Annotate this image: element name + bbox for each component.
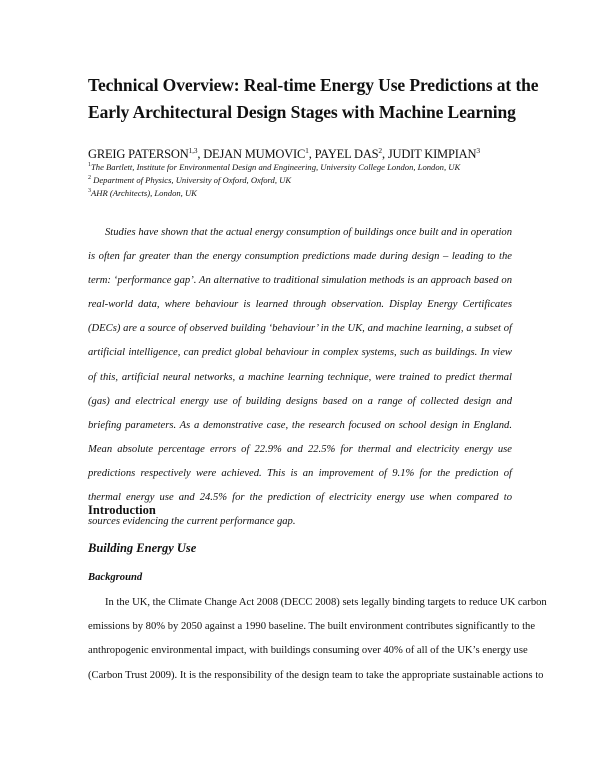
affiliation-text: The Bartlett, Institute for Environmental Design and Engineering, University College London, London, UK xyxy=(91,161,461,172)
author-separator: , xyxy=(381,147,388,162)
author-affiliation-marker: 1,3 xyxy=(188,146,198,155)
abstract: Studies have shown that the actual energy consumption of buildings once built and in operation is often far greater than the energy consumption predictions made during design – leading to the term: ‘performance gap’. An alternative to traditional simulation methods is an approach based on real-world data, where behaviour is learned through observation. Display Energy Certificates (DECs) are a source of observed building ‘behaviour’ in the UK, and machine learning, a subset of artificial intelligence, can predict global behaviour in complex systems, such as buildings. In view of this, artificial neural networks, a machine learning technique, were trained to predict thermal (gas) and electrical energy use of building designs based on a range of collected design and briefing parameters. As a demonstrative case, the research focused on school design in England. Mean absolute percentage errors of 22.9% and 22.5% for thermal and electricity energy use predictions respectively were achieved. This is an improvement of 9.1% for the prediction of thermal energy use and 24.5% for the prediction of electricity energy use when compared to sources evidencing the current performance gap. xyxy=(88,227,512,528)
affiliation-marker: 2 xyxy=(88,174,91,181)
body-line: emissions by 80% by 2050 against a 1990 baseline. The built environment contributes significantly to the xyxy=(88,621,536,633)
affiliation xyxy=(88,160,460,173)
affiliation-marker: 3 xyxy=(88,187,91,194)
paper-title xyxy=(88,72,539,126)
affiliation-list xyxy=(88,160,460,199)
affiliation-marker: 1 xyxy=(88,162,91,168)
affiliation-text: AHR (Architects), London, UK xyxy=(91,187,197,198)
author-name: PAYEL DAS xyxy=(314,147,379,162)
section-heading: Building Energy Use xyxy=(88,541,197,555)
title-line: Early Architectural Design Stages with Machine Learning xyxy=(88,102,516,122)
body-line: In the UK, the Climate Change Act 2008 (DECC 2008) sets legally binding targets to reduce UK carbon xyxy=(105,597,547,608)
affiliation xyxy=(88,173,460,186)
author-name: JUDIT KIMPIAN xyxy=(387,147,477,162)
author-separator: , xyxy=(197,147,204,162)
affiliation-text: Department of Physics, University of Oxford, Oxford, UK xyxy=(91,174,292,185)
author-separator: , xyxy=(308,147,315,162)
introduction-heading: Introduction xyxy=(88,503,156,517)
body-paragraph xyxy=(88,591,547,688)
author-name: GREIG PATERSON xyxy=(88,147,189,162)
body-line: (Carbon Trust 2009). It is the responsibility of the design team to take the appropriate sustainable actions to xyxy=(88,669,544,681)
author-name: DEJAN MUMOVIC xyxy=(203,147,306,162)
title-line: Technical Overview: Real-time Energy Use Predictions at the xyxy=(88,75,539,95)
subsection-heading: Background xyxy=(88,572,143,583)
affiliation xyxy=(88,186,460,199)
author-affiliation-marker: 2 xyxy=(378,146,382,155)
author-affiliation-marker: 1 xyxy=(305,146,309,155)
author-affiliation-marker: 3 xyxy=(476,146,480,155)
body-line: anthropogenic environmental impact, with buildings consuming over 40% of all of the UK’s energy use xyxy=(88,645,528,657)
